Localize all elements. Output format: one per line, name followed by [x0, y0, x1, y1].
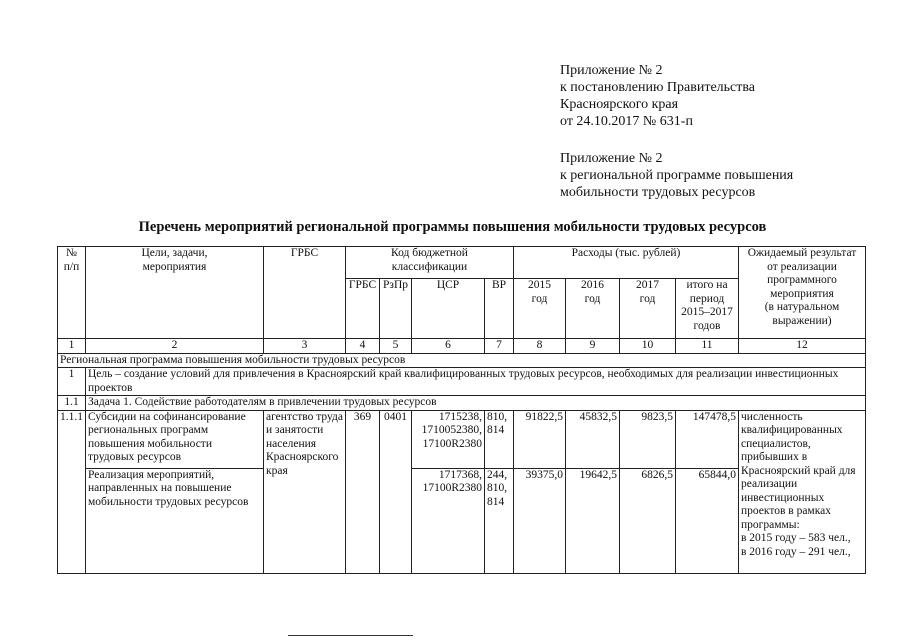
header-year-2016: 2016 год [566, 279, 620, 339]
header-line: к региональной программе повышения [560, 168, 794, 183]
task-text: Задача 1. Содействие работодателям в привлечении трудовых ресурсов [86, 396, 866, 411]
header-sub-grbs: ГРБС [346, 279, 380, 339]
item-csr: 1715238, 1710052380, 17100R2380 [412, 410, 485, 468]
column-number: 7 [485, 339, 514, 354]
page-footer-rule [288, 635, 413, 636]
column-number: 12 [739, 339, 866, 354]
header-line: Приложение № 2 [560, 151, 663, 166]
item-number: 1.1.1 [58, 410, 86, 573]
item-name: Реализация мероприятий, направленных на повышение мобильности трудовых ресурсов [86, 468, 264, 573]
column-number: 6 [412, 339, 485, 354]
header-line: к постановлению Правительства [560, 80, 756, 95]
header-expenses: Расходы (тыс. рублей) [514, 247, 739, 279]
header-line: Приложение № 2 [560, 63, 663, 78]
document-title: Перечень мероприятий региональной программы повышения мобильности трудовых ресурсов [138, 219, 767, 235]
header-grbs: ГРБС [264, 247, 346, 339]
item-total: 147478,5 [676, 410, 739, 468]
item-grbs-code: 369 [346, 410, 380, 573]
column-number: 9 [566, 339, 620, 354]
task-number: 1.1 [58, 396, 86, 411]
header-total: итого на период 2015–2017 годов [676, 279, 739, 339]
header-goals: Цели, задачи, мероприятия [86, 247, 264, 339]
header-budget-code: Код бюджетной классификации [346, 247, 514, 279]
header-sub-rzpr: РзПр [380, 279, 412, 339]
column-number: 2 [86, 339, 264, 354]
column-number: 1 [58, 339, 86, 354]
column-number: 11 [676, 339, 739, 354]
header-line: мобильности трудовых ресурсов [560, 185, 756, 200]
item-2016: 19642,5 [566, 468, 620, 573]
approval-header-2 [560, 150, 793, 201]
item-grbs-name: агентство труда и занятости населения Красноярского края [264, 410, 346, 573]
header-year-2015: 2015 год [514, 279, 566, 339]
item-2017: 9823,5 [620, 410, 676, 468]
item-result: численность квалифицированных специалистов, прибывших в Красноярский край для реализации инвестиционных проектов в рамках программы: в 2015 году – 583 чел., в 2016 году – 291 чел., [739, 410, 866, 573]
header-num: № п/п [58, 247, 86, 339]
column-number: 4 [346, 339, 380, 354]
activities-table [57, 246, 866, 574]
header-sub-csr: ЦСР [412, 279, 485, 339]
item-2015: 91822,5 [514, 410, 566, 468]
goal-text: Цель – создание условий для привлечения в Красноярский край квалифицированных трудовых ресурсов, необходимых для реализации инвестиционных проектов [86, 368, 866, 396]
approval-header-1 [560, 62, 755, 130]
item-2017: 6826,5 [620, 468, 676, 573]
program-row: Региональная программа повышения мобильности трудовых ресурсов [58, 353, 866, 368]
item-name: Субсидии на софинансирование региональных программ повышения мобильности трудовых ресурсов [86, 410, 264, 468]
item-rzpr: 0401 [380, 410, 412, 573]
item-2015: 39375,0 [514, 468, 566, 573]
item-total: 65844,0 [676, 468, 739, 573]
item-vr: 810, 814 [485, 410, 514, 468]
header-result: Ожидаемый результат от реализации программного мероприятия (в натуральном выражении) [739, 247, 866, 339]
goal-number: 1 [58, 368, 86, 396]
header-year-2017: 2017 год [620, 279, 676, 339]
column-number: 10 [620, 339, 676, 354]
header-line: от 24.10.2017 № 631-п [560, 114, 693, 129]
header-line: Красноярского края [560, 97, 679, 112]
header-sub-vr: ВР [485, 279, 514, 339]
column-number: 8 [514, 339, 566, 354]
column-number: 3 [264, 339, 346, 354]
item-2016: 45832,5 [566, 410, 620, 468]
column-number: 5 [380, 339, 412, 354]
item-csr: 1717368, 17100R2380 [412, 468, 485, 573]
item-vr: 244, 810, 814 [485, 468, 514, 573]
